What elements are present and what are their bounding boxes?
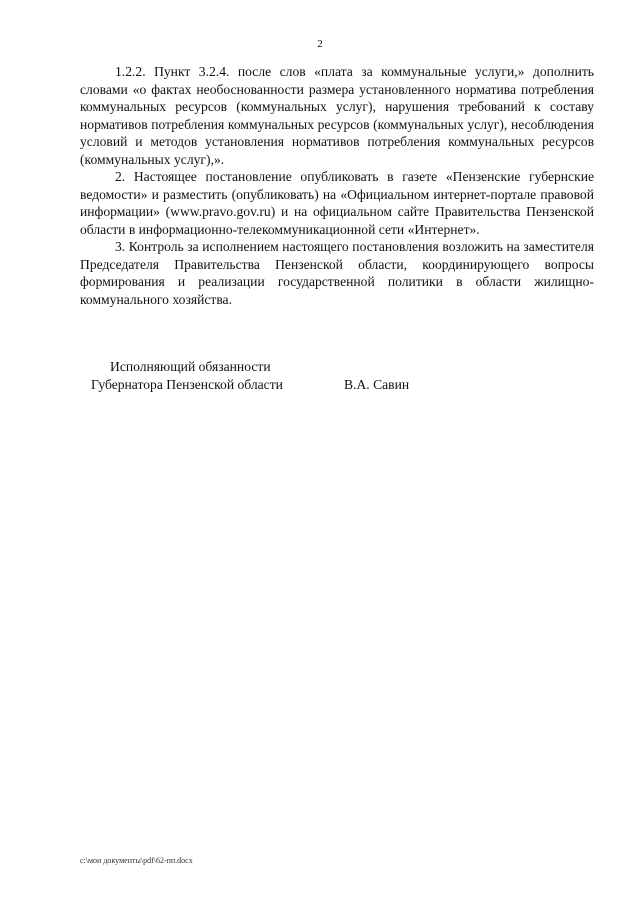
paragraph-3-control: 3. Контроль за исполнением настоящего постановления возложить на заместителя Председателя Правительства Пензенской области, координирующего вопросы формирования и реализации государственной политики в области жилищно-коммунального хозяйства. [80,239,594,307]
paragraph-2-publication: 2. Настоящее постановление опубликовать в газете «Пензенские губернские ведомости» и разместить (опубликовать) на «Официальном интернет-портале правовой информации» (www.pravo.gov.ru) и на официальном сайте Правительства Пензенской области в информационно-телекоммуникационной сети «Интернет». [80,169,594,237]
signatory-position-line1: Исполняющий обязанности [110,359,271,374]
document-body [80,63,594,308]
footer-file-path: c:\мои документы\pdf\62-пп.docx [80,856,193,865]
signatory-name: В.А. Савин [344,377,410,392]
paragraph-1-2-2: 1.2.2. Пункт 3.2.4. после слов «плата за коммунальные услуги,» дополнить словами «о фактах необоснованности размера установленного норматива потребления коммунальных ресурсов (коммунальных услуг), нарушения требований к составу нормативов потребления коммунальных ресурсов (коммунальных услуг), несоблюдения условий и методов установления нормативов потребления коммунальных ресурсов (коммунальных услуг),». [80,64,594,167]
page-number: 2 [317,38,323,50]
signatory-position-line2: Губернатора Пензенской области [91,377,283,392]
